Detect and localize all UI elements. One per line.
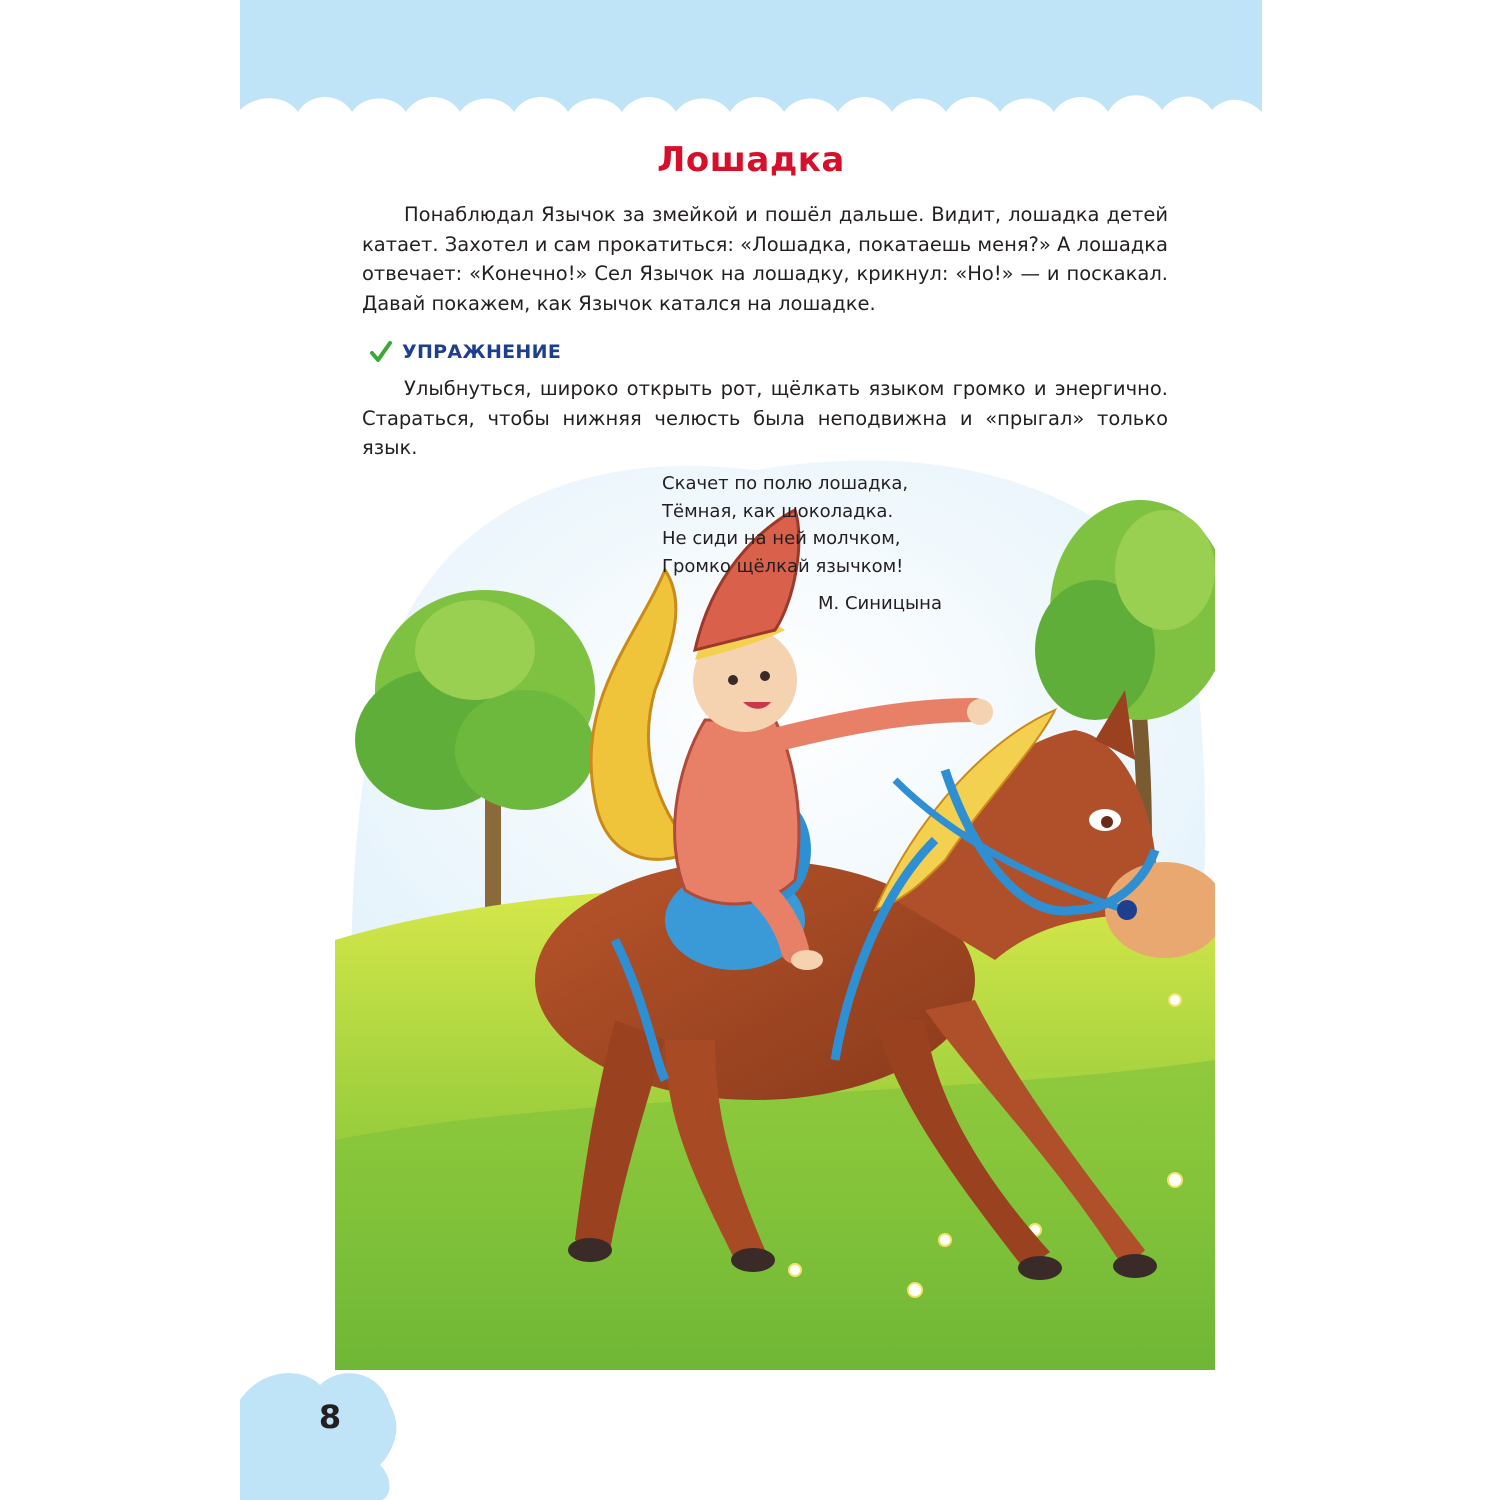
poem-line: Громко щёлкай язычком! xyxy=(662,555,904,577)
poem-line: Скачет по полю лошадка, xyxy=(662,473,909,494)
poem-author: М. Синицына xyxy=(818,593,942,614)
checkmark-icon xyxy=(370,340,392,364)
page-title: Лошадка xyxy=(657,140,845,180)
book-page xyxy=(240,0,1262,1500)
page-number: 8 xyxy=(318,1398,342,1436)
exercise-heading xyxy=(370,340,561,364)
poem-line: Тёмная, как шоколадка. xyxy=(662,500,894,522)
poem xyxy=(662,470,962,618)
cloud-border-top xyxy=(240,0,1262,140)
exercise-heading-label: УПРАЖНЕНИЕ xyxy=(402,341,562,363)
exercise-text: Улыбнуться, широко открыть рот, щёлкать языком громко и энергично. Стараться, чтобы нижняя челюсть была неподвижна и «прыгал» только язык. xyxy=(362,377,1168,459)
story-paragraph: Понаблюдал Язычок за змейкой и пошёл дальше. Видит, лошадка детей катает. Захотел и сам прокатиться: «Лошадка, покатаешь меня?» А лошадка отвечает: «Конечно!» Сел Язычок на лошадку, крикнул: «Но!» — и поскакал. Давай покажем, как Язычок катался на лошадке. xyxy=(362,203,1168,315)
poem-line: Не сиди на ней молчком, xyxy=(662,528,901,549)
